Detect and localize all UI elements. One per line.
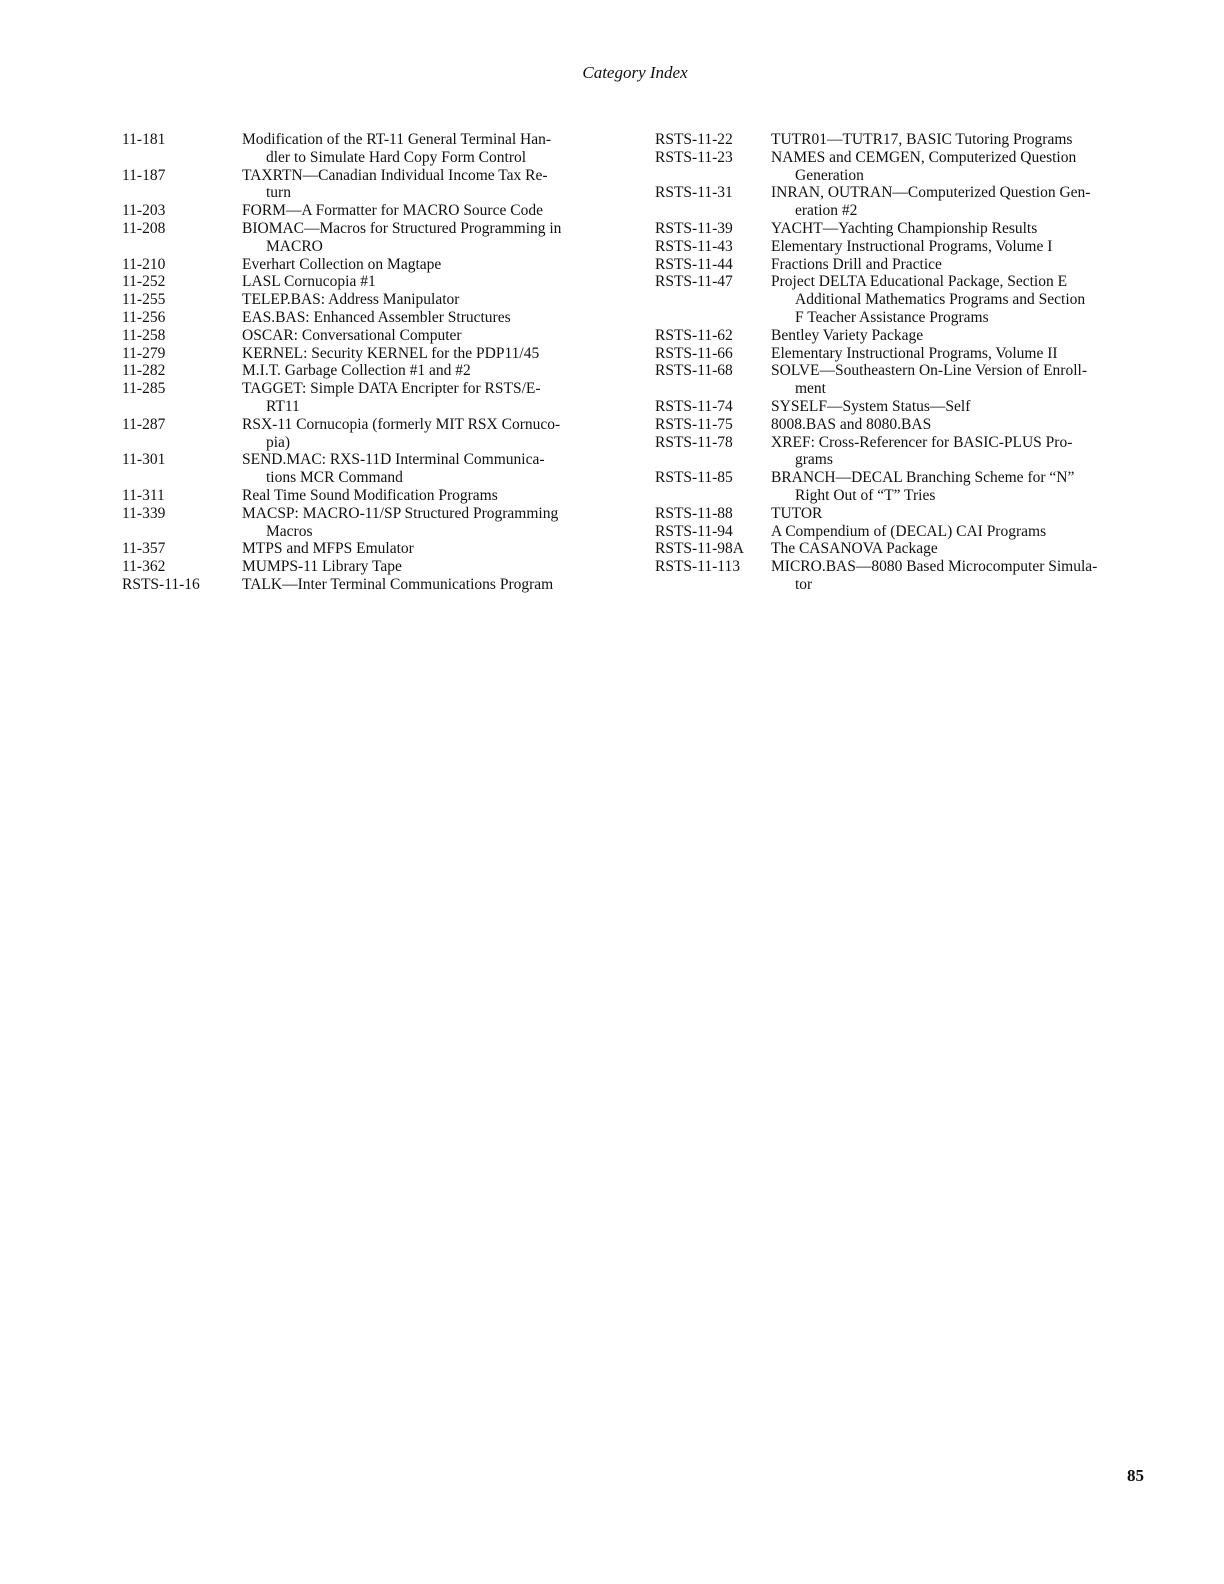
entry-code: 11-252	[122, 273, 166, 291]
entry-description	[771, 238, 1130, 256]
entry-code: RSTS-11-88	[655, 504, 733, 522]
entry-code: RSTS-11-23	[655, 148, 733, 166]
entry-description-line: ment	[795, 380, 826, 398]
entry-code: 11-210	[122, 255, 166, 273]
index-entry	[655, 184, 1130, 220]
entry-description-line: Generation	[795, 166, 864, 184]
entry-description-line: EAS.BAS: Enhanced Assembler Structures	[242, 308, 511, 326]
entry-code: 11-187	[122, 166, 166, 184]
index-entry	[122, 327, 602, 345]
entry-code: RSTS-11-66	[655, 344, 733, 362]
index-entry	[655, 149, 1130, 185]
entry-code: RSTS-11-47	[655, 273, 733, 291]
entry-code: 11-208	[122, 219, 166, 237]
entry-description	[771, 327, 1130, 345]
entry-description	[242, 451, 602, 487]
entry-code: RSTS-11-44	[655, 255, 733, 273]
index-entry	[655, 523, 1130, 541]
entry-description-line: Project DELTA Educational Package, Section E	[771, 273, 1068, 291]
entry-code: 11-301	[122, 451, 166, 469]
entry-description-line: MICRO.BAS—8080 Based Microcomputer Simula-	[771, 558, 1098, 576]
entry-code: 11-203	[122, 202, 166, 220]
entry-description-line: The CASANOVA Package	[771, 540, 938, 558]
right-index-column	[655, 131, 1130, 594]
entry-description	[242, 380, 602, 416]
entry-description-line: NAMES and CEMGEN, Computerized Question	[771, 148, 1077, 166]
entry-code: 11-339	[122, 504, 166, 522]
entry-description	[771, 523, 1130, 541]
entry-description	[771, 505, 1130, 523]
index-entry	[122, 202, 602, 220]
entry-code: RSTS-11-16	[122, 575, 200, 593]
entry-description	[771, 434, 1130, 470]
entry-description	[242, 576, 602, 594]
index-entry	[655, 469, 1130, 505]
entry-description-line: 8008.BAS and 8080.BAS	[771, 415, 932, 433]
entry-code: 11-287	[122, 415, 166, 433]
entry-description-line: Everhart Collection on Magtape	[242, 255, 442, 273]
index-entry	[122, 416, 602, 452]
entry-description-line: INRAN, OUTRAN—Computerized Question Gen-	[771, 184, 1091, 202]
entry-description	[242, 327, 602, 345]
entry-description	[771, 540, 1130, 558]
entry-code: RSTS-11-113	[655, 558, 740, 576]
entry-description-line: SYSELF—System Status—Self	[771, 397, 971, 415]
entry-description	[771, 184, 1130, 220]
entry-description	[242, 362, 602, 380]
entry-code: RSTS-11-74	[655, 397, 733, 415]
index-entry	[122, 131, 602, 167]
index-entry	[655, 434, 1130, 470]
entry-description-line: Real Time Sound Modification Programs	[242, 486, 498, 504]
entry-code: 11-285	[122, 380, 166, 398]
entry-description-line: M.I.T. Garbage Collection #1 and #2	[242, 362, 471, 380]
index-entry	[122, 576, 602, 594]
entry-description-line: Additional Mathematics Programs and Section	[795, 291, 1086, 309]
entry-description-line: RSX-11 Cornucopia (formerly MIT RSX Cornuco-	[242, 415, 561, 433]
index-entry	[655, 540, 1130, 558]
entry-description	[242, 291, 602, 309]
entry-description	[242, 167, 602, 203]
entry-description	[771, 256, 1130, 274]
entry-description-line: turn	[266, 184, 291, 202]
index-entry	[655, 131, 1130, 149]
entry-code: 11-282	[122, 362, 166, 380]
entry-description	[242, 540, 602, 558]
index-entry	[122, 451, 602, 487]
index-entry	[122, 220, 602, 256]
entry-code: RSTS-11-31	[655, 184, 733, 202]
entry-description-line: Right Out of “T” Tries	[795, 486, 936, 504]
index-entry	[655, 398, 1130, 416]
entry-description-line: tions MCR Command	[266, 469, 403, 487]
entry-description-line: tor	[795, 575, 813, 593]
entry-code: RSTS-11-98A	[655, 540, 744, 558]
entry-code: RSTS-11-68	[655, 362, 733, 380]
entry-description	[771, 220, 1130, 238]
entry-description-line: BRANCH—DECAL Branching Scheme for “N”	[771, 469, 1075, 487]
index-entry	[122, 291, 602, 309]
entry-description-line: F Teacher Assistance Programs	[795, 308, 989, 326]
page-title: Category Index	[582, 63, 688, 82]
index-entry	[122, 362, 602, 380]
entry-description-line: OSCAR: Conversational Computer	[242, 326, 462, 344]
entry-description-line: Elementary Instructional Programs, Volume I	[771, 237, 1053, 255]
entry-description-line: RT11	[266, 397, 300, 415]
entry-code: 11-258	[122, 326, 166, 344]
entry-description-line: FORM—A Formatter for MACRO Source Code	[242, 202, 543, 220]
entry-code: RSTS-11-62	[655, 326, 733, 344]
entry-description-line: TELEP.BAS: Address Manipulator	[242, 291, 460, 309]
index-entry	[122, 309, 602, 327]
entry-description	[771, 273, 1130, 326]
index-entry	[122, 167, 602, 203]
entry-description	[242, 505, 602, 541]
index-entry	[122, 487, 602, 505]
entry-description-line: MACSP: MACRO-11/SP Structured Programming	[242, 504, 559, 522]
entry-description-line: TAGGET: Simple DATA Encripter for RSTS/E-	[242, 380, 541, 398]
index-entry	[655, 220, 1130, 238]
entry-description	[771, 362, 1130, 398]
entry-description-line: XREF: Cross-Referencer for BASIC-PLUS Pro-	[771, 433, 1073, 451]
index-entry	[122, 256, 602, 274]
index-entry	[655, 273, 1130, 326]
entry-description-line: YACHT—Yachting Championship Results	[771, 219, 1038, 237]
page-number: 85	[1127, 1466, 1144, 1485]
entry-description	[771, 149, 1130, 185]
entry-code: RSTS-11-39	[655, 219, 733, 237]
index-entry	[122, 540, 602, 558]
entry-description-line: TUTR01—TUTR17, BASIC Tutoring Programs	[771, 131, 1073, 148]
entry-description-line: SEND.MAC: RXS-11D Interminal Communica-	[242, 451, 545, 469]
entry-description-line: A Compendium of (DECAL) CAI Programs	[771, 522, 1047, 540]
index-entry	[122, 505, 602, 541]
entry-description-line: eration #2	[795, 202, 858, 220]
entry-description	[771, 469, 1130, 505]
index-entry	[122, 345, 602, 363]
entry-code: 11-279	[122, 344, 166, 362]
entry-code: 11-362	[122, 558, 166, 576]
entry-description-line: dler to Simulate Hard Copy Form Control	[266, 148, 527, 166]
left-index-column	[122, 131, 602, 594]
entry-description	[242, 309, 602, 327]
entry-description-line: Elementary Instructional Programs, Volume II	[771, 344, 1058, 362]
entry-description-line: TUTOR	[771, 504, 823, 522]
entry-description-line: Bentley Variety Package	[771, 326, 924, 344]
entry-code: RSTS-11-43	[655, 237, 733, 255]
entry-code: 11-181	[122, 131, 166, 148]
entry-code: 11-357	[122, 540, 166, 558]
entry-description	[242, 273, 602, 291]
entry-description	[242, 558, 602, 576]
index-entry	[655, 558, 1130, 594]
entry-description-line: SOLVE—Southeastern On-Line Version of Enroll-	[771, 362, 1087, 380]
entry-description	[771, 398, 1130, 416]
entry-description-line: MUMPS-11 Library Tape	[242, 558, 402, 576]
entry-code: RSTS-11-78	[655, 433, 733, 451]
index-entry	[655, 327, 1130, 345]
entry-description	[771, 131, 1130, 149]
entry-code: RSTS-11-85	[655, 469, 733, 487]
entry-description-line: TAXRTN—Canadian Individual Income Tax Re-	[242, 166, 548, 184]
index-entry	[655, 256, 1130, 274]
entry-description	[242, 487, 602, 505]
entry-description	[242, 202, 602, 220]
index-entry	[655, 505, 1130, 523]
entry-description	[242, 416, 602, 452]
index-entry	[655, 238, 1130, 256]
entry-description-line: MTPS and MFPS Emulator	[242, 540, 414, 558]
entry-description	[242, 345, 602, 363]
entry-code: RSTS-11-75	[655, 415, 733, 433]
entry-description-line: grams	[795, 451, 833, 469]
entry-description-line: MACRO	[266, 237, 323, 255]
index-entry	[655, 345, 1130, 363]
entry-code: 11-256	[122, 308, 166, 326]
index-entry	[122, 558, 602, 576]
entry-code: RSTS-11-22	[655, 131, 733, 148]
entry-description	[242, 220, 602, 256]
entry-description-line: TALK—Inter Terminal Communications Program	[242, 575, 554, 593]
entry-description-line: BIOMAC—Macros for Structured Programming in	[242, 219, 562, 237]
index-entry	[655, 362, 1130, 398]
entry-description	[242, 131, 602, 167]
index-entry	[122, 380, 602, 416]
entry-description	[242, 256, 602, 274]
entry-description-line: Fractions Drill and Practice	[771, 255, 942, 273]
entry-code: 11-311	[122, 486, 165, 504]
entry-description-line: pia)	[266, 433, 291, 451]
entry-description-line: KERNEL: Security KERNEL for the PDP11/45	[242, 344, 540, 362]
entry-description-line: LASL Cornucopia #1	[242, 273, 376, 291]
entry-description-line: Macros	[266, 522, 313, 540]
index-entry	[655, 416, 1130, 434]
entry-description	[771, 345, 1130, 363]
entry-code: 11-255	[122, 291, 166, 309]
index-entry	[122, 273, 602, 291]
entry-description-line: Modification of the RT-11 General Terminal Han-	[242, 131, 552, 148]
entry-description	[771, 558, 1130, 594]
entry-code: RSTS-11-94	[655, 522, 733, 540]
entry-description	[771, 416, 1130, 434]
